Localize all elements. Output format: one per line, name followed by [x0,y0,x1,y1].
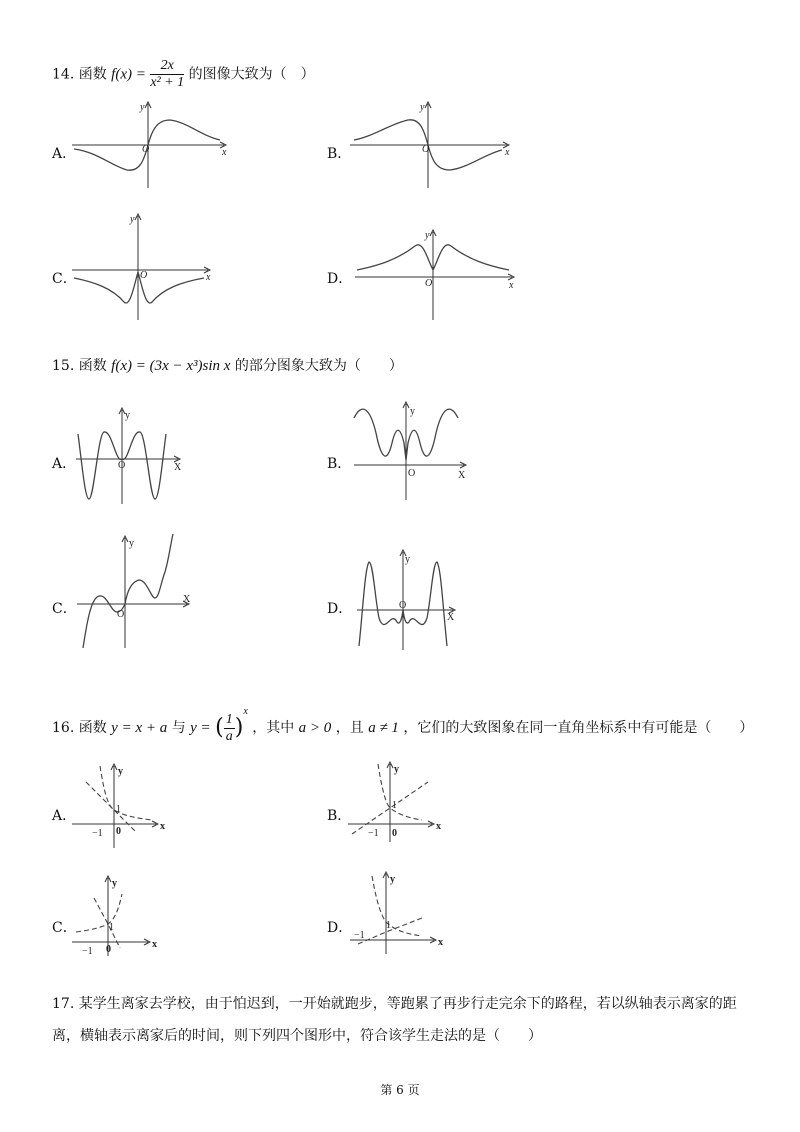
svg-text:0: 0 [106,944,111,955]
svg-text:x: x [222,147,227,158]
svg-text:y: y [118,766,123,777]
svg-text:x: x [438,937,443,948]
svg-text:X: X [174,462,182,473]
graph-16b[interactable] [348,760,448,845]
svg-text:1: 1 [386,920,391,931]
option-label-d[interactable]: D． [327,271,353,287]
condition-a-positive: a > 0 [298,720,332,736]
svg-text:1: 1 [109,922,114,933]
graph-15b[interactable] [350,398,475,503]
condition-a-not-one: a ≠ 1 [368,720,399,736]
svg-text:−1: −1 [354,930,365,941]
svg-text:x: x [509,280,514,291]
svg-text:x: x [505,147,510,158]
option-label-b[interactable]: B． [327,808,352,824]
page-number: 第 6 页 [380,1083,420,1097]
graph-16a[interactable] [72,762,182,852]
formula-exponential: y = [190,720,211,736]
svg-text:O: O [422,144,430,155]
graph-14b[interactable] [350,100,515,190]
question-number: 15. [52,358,75,374]
option-label-d[interactable]: D． [327,601,353,617]
svg-text:−1: −1 [92,828,103,839]
question-number: 17. [52,996,75,1012]
graph-14c[interactable] [72,212,217,322]
svg-text:y: y [130,214,135,225]
svg-text:1: 1 [392,800,397,811]
fraction: $\frac{2x}{\text{x² + 1}}$ [150,58,185,90]
svg-text:O: O [408,468,416,479]
question-15: 15. 函数 f(x) = (3x − x³)sin x 的部分图象大致为（ ） [52,358,403,374]
svg-text:y: y [140,102,145,113]
svg-text:1: 1 [116,804,121,815]
question-number: 14. [52,66,75,83]
svg-text:−1: −1 [82,946,93,957]
question-17: 17. 某学生离家去学校，由于怕迟到，一开始就跑步，等跑累了再步行走完余下的路程，若以纵轴表示离家的距离，横轴表示离家后的时间，则下列四个图形中，符合该学生走法的是（ ） [52,996,737,1044]
svg-text:0: 0 [116,826,121,837]
graph-16d[interactable] [350,870,450,955]
svg-text:X: X [458,470,466,481]
svg-text:X: X [447,612,455,623]
svg-text:y: y [410,406,415,417]
svg-text:O: O [142,144,150,155]
option-label-d[interactable]: D． [327,920,353,936]
svg-text:O: O [140,270,148,281]
graph-15d[interactable] [355,548,465,653]
formula: f(x) = (3x − x³)sin x [111,358,231,374]
option-label-a[interactable]: A． [52,808,77,824]
option-label-c[interactable]: C． [52,920,77,936]
svg-text:y: y [425,230,430,241]
svg-text:−1: −1 [368,828,379,839]
svg-text:X: X [183,594,191,605]
svg-text:0: 0 [392,828,397,839]
question-16: 16. 函数 y = x + a 与 y = ( $\frac{1}{a}$ )$^x$ ，其中 a > 0 ，且 a ≠ 1 ，它们的大致图象在同一直角坐标系中有可能是（ ） [52,706,754,744]
graph-14a[interactable] [72,100,232,190]
question-number: 16. [52,720,75,736]
svg-text:x: x [436,821,441,832]
svg-text:O: O [399,600,407,611]
graph-15c[interactable] [75,532,200,652]
svg-text:y: y [420,102,425,113]
option-label-a[interactable]: A． [52,456,77,472]
option-label-c[interactable]: C． [52,271,77,287]
svg-text:y: y [129,538,134,549]
option-label-a[interactable]: A． [52,146,77,162]
svg-text:x: x [206,272,211,283]
fraction: $\frac{1}{a}$ [225,711,233,744]
svg-text:x: x [152,939,157,950]
svg-text:y: y [112,878,117,889]
svg-text:y: y [125,410,130,421]
svg-text:O: O [118,460,126,471]
formula-linear: y = x + a [111,720,168,736]
svg-text:y: y [394,764,399,775]
svg-text:x: x [160,821,165,832]
graph-15a[interactable] [72,404,192,509]
question-14: 14. 函数 f(x) = $\frac{2x}{\text{x² + 1}}$ 的图像大致为（ ） [52,58,315,90]
option-label-c[interactable]: C． [52,601,77,617]
svg-text:y: y [405,554,410,565]
formula: f(x) = [111,66,146,83]
graph-16c[interactable] [72,874,172,959]
option-label-b[interactable]: B． [327,456,352,472]
svg-text:O: O [117,609,125,620]
option-label-b[interactable]: B． [327,146,352,162]
svg-text:y: y [390,874,395,885]
graph-14d[interactable] [355,228,520,323]
svg-text:O: O [425,278,433,289]
